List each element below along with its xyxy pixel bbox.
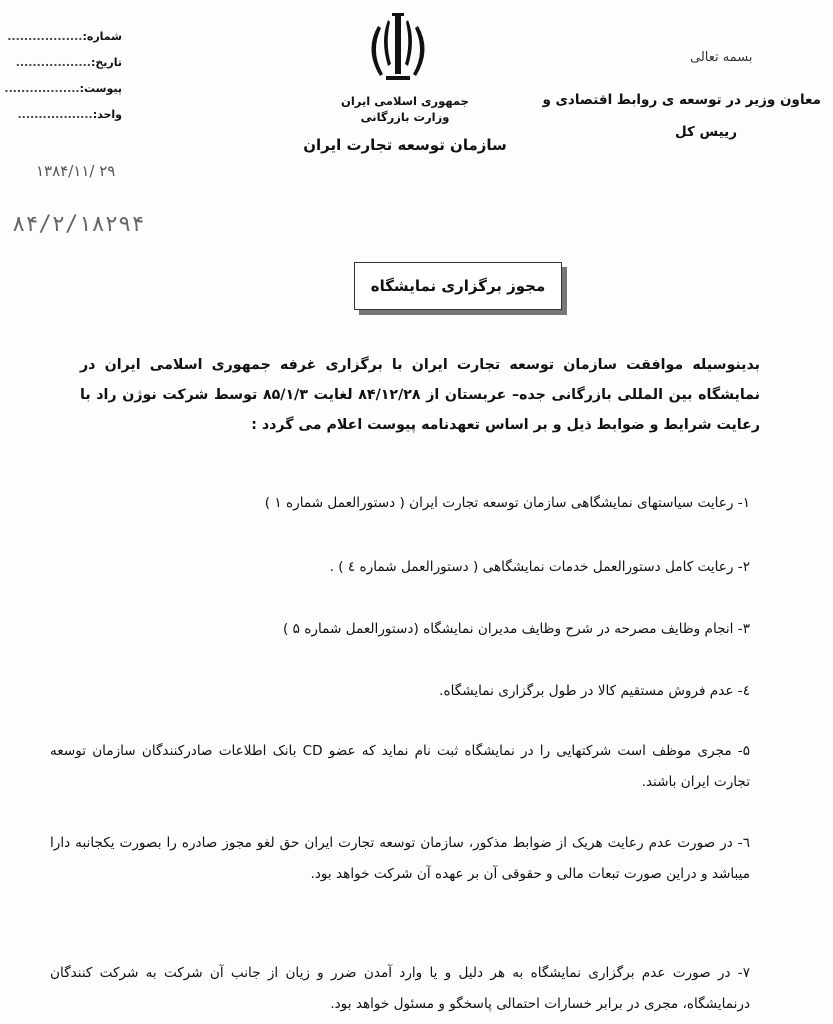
letterhead-ministry: وزارت بازرگانی — [360, 110, 450, 124]
salutation: بسمه تعالی — [690, 50, 753, 65]
list-item: ۲- رعایت کامل دستورالعمل خدمات نمایشگاهی ( دستورالعمل شماره ٤ ) . — [329, 559, 750, 575]
intro-paragraph: بدینوسیله موافقت سازمان توسعه تجارت ایران با برگزاری غرفه جمهوری اسلامی ایران در نمایشگاه بین المللی بازرگانی جده– عربستان از ۸۴/۱۲/۲۸ لغایت ۸۵/۱/۳ توسط شرکت نوژن راد با رعایت شرایط و ضوابط ذیل و بر اساس تعهدنامه پیوست اعلام می گردد : — [80, 357, 760, 433]
list-item: ٤- عدم فروش مستقیم کالا در طول برگزاری نمایشگاه. — [439, 683, 750, 699]
letterhead-organization: سازمان توسعه تجارت ایران — [303, 136, 507, 154]
ref-date-field: تاریخ:.................. — [15, 56, 122, 69]
letterhead-country: جمهوری اسلامی ایران — [341, 94, 469, 108]
list-item: ۵- مجری موظف است شرکتهایی را در نمایشگاه ثبت نام نماید که عضو CD بانک اطلاعات صادرکنندگان سازمان توسعه تجارت ایران باشند. — [50, 743, 750, 790]
document-title — [354, 262, 562, 310]
document-title-text: مجوز برگزاری نمایشگاه — [370, 277, 546, 295]
letter-number-stamp: ۸۴/۲/۱۸۲۹۴ — [12, 212, 145, 237]
handwritten-date: ۱۳۸۴/۱۱/ ۲۹ — [36, 162, 116, 180]
ref-attachment-field: پیوست:.................. — [4, 82, 122, 95]
list-item: ۳- انجام وظایف مصرحه در شرح وظایف مدیران نمایشگاه (دستورالعمل شماره ۵ ) — [283, 621, 750, 637]
iran-emblem-icon — [358, 10, 438, 90]
list-item: ٦- در صورت عدم رعایت هریک از ضوابط مذکور، سازمان توسعه تجارت ایران حق لغو مجوز صادره را بصورت یکجانبه دارا میباشد و دراین صورت تبعات مالی و حقوقی آن بر عهده آن شرکت خواهد بود. — [50, 835, 750, 882]
ref-number-field: شماره:.................. — [7, 30, 122, 43]
list-item: ۷- در صورت عدم برگزاری نمایشگاه به هر دلیل و یا وارد آمدن ضرر و زیان از جانب آن شرکت به شرکت کنندگان درنمایشگاه، مجری در برابر خسارات احتمالی پاسخگو و مسئول خواهد بود. — [50, 965, 750, 1012]
addressee-line1: معاون وزیر در توسعه ی روابط اقتصادی و — [542, 92, 821, 108]
reference-fields — [0, 24, 122, 128]
addressee-line2: رییس کل — [674, 124, 737, 140]
list-item: ۱- رعایت سیاستهای نمایشگاهی سازمان توسعه تجارت ایران ( دستورالعمل شماره ۱ ) — [264, 495, 750, 511]
ref-unit-field: واحد:.................. — [17, 108, 122, 121]
